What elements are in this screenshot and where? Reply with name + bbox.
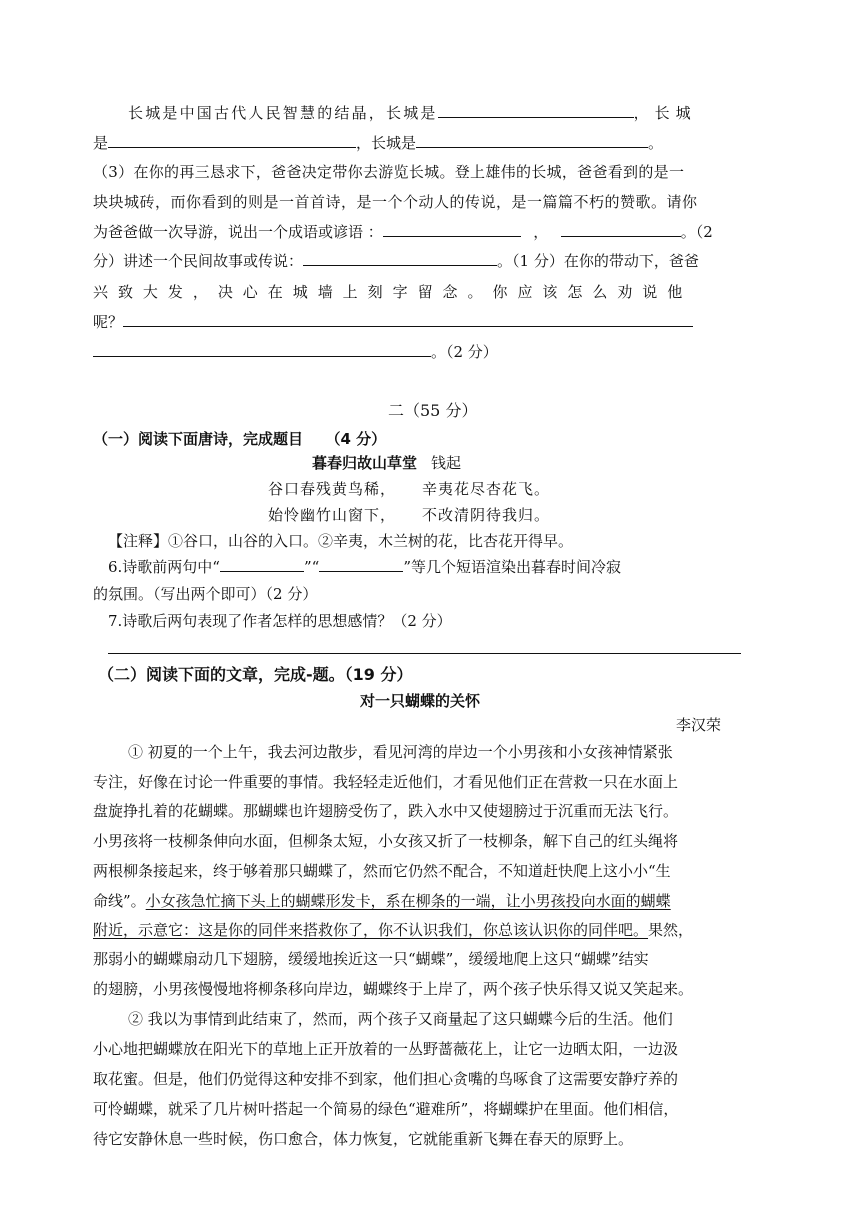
underlined-sentence: 小女孩急忙摘下头上的蝴蝶形发卡，系在柳条的一端，让小男孩投向水面的蝴蝶: [145, 892, 671, 910]
question-6-cont: 的氛围。（写出两个即可）（2 分）: [93, 585, 318, 603]
article-line: 两根柳条接起来，终于够着那只蝴蝶了，然而它仍然不配合，不知道赶快爬上这小小“生: [93, 862, 671, 880]
fill-line-2: [93, 132, 663, 153]
article-line: 盘旋挣扎着的花蝴蝶。那蝴蝶也许翅膀受伤了，跌入水中又使翅膀过于沉重而无法飞行。: [93, 802, 679, 820]
question-3-line: 块块城砖，而你看到的则是一首首诗，是一个个动人的传说，是一篇篇不朽的赞歌。请你: [93, 193, 698, 211]
poem-author: 钱起: [431, 454, 462, 472]
question-3-line: （3）在你的再三恳求下，爸爸决定带你去游览长城。登上雄伟的长城，爸爸看到的是一: [93, 163, 685, 181]
article-line: 小心地把蝴蝶放在阳光下的草地上正开放着的一丛野蔷薇花上，让它一边晒太阳，一边汲: [93, 1040, 679, 1058]
answer-blank[interactable]: [220, 557, 304, 572]
text-segment: ，长城: [633, 104, 697, 122]
article-line: [93, 919, 693, 940]
answer-line[interactable]: [108, 653, 741, 654]
article-line: 可怜蝴蝶，就采了几片树叶搭起一个简易的绿色“避难所”，将蝴蝶护在里面。他们相信，: [93, 1100, 679, 1118]
subsection-title: （一）阅读下面唐诗，完成题目 （4 分）: [93, 430, 387, 448]
text-segment: 为爸爸做一次导游，说出一个成语或谚语 ：: [93, 223, 383, 241]
text-segment: 。（2: [680, 223, 713, 241]
text-segment: ”等几个短语渲染出暮春时间冷寂: [403, 558, 621, 576]
answer-blank[interactable]: [319, 557, 403, 572]
text-segment: 果然，: [648, 921, 694, 939]
poem-note: 【注释】①谷口，山谷的入口。②辛夷，木兰树的花，比杏花开得早。: [108, 532, 574, 550]
text-segment: 分）讲述一个民间故事或传说：: [93, 252, 304, 270]
answer-blank[interactable]: [383, 222, 521, 237]
question-3-line: [93, 221, 713, 242]
answer-blank[interactable]: [416, 133, 648, 148]
answer-blank[interactable]: [303, 251, 497, 266]
article-title: 对一只蝴蝶的关怀: [360, 692, 481, 710]
text-segment: 呢？: [93, 313, 124, 331]
article-line: 专注，好像在讨论一件重要的事情。我轻轻走近他们，才看见他们正在营救一只在水面上: [93, 773, 679, 791]
text-segment: 。（2 分）: [431, 343, 498, 361]
text-segment: ，: [533, 223, 549, 241]
subsection-title: （二）阅读下面的文章，完成-题。（19 分）: [98, 665, 413, 684]
article-line: ① 初夏的一个上午，我去河边散步，看见河湾的岸边一个小男孩和小女孩神情紧张: [128, 743, 673, 761]
question-3-line: [93, 311, 693, 332]
text-segment: 。（1 分）在你的带动下，爸爸: [497, 252, 699, 270]
poem-line-a: 始怜幽竹山窗下，: [268, 506, 397, 524]
fill-line-1: [128, 102, 697, 123]
article-author: 李汉荣: [676, 716, 722, 734]
text-segment: ，长城是: [356, 134, 417, 152]
poem-heading: [312, 452, 461, 473]
answer-blank[interactable]: [123, 312, 693, 327]
question-3-line: [93, 250, 699, 271]
answer-blank[interactable]: [108, 133, 356, 148]
poem-line-b: 不改清阴待我归。: [422, 506, 551, 524]
answer-blank[interactable]: [561, 222, 681, 237]
text-segment: 命线”。: [93, 892, 146, 910]
underlined-sentence: 附近，示意它：这是你的同伴来搭救你了，你不认识我们，你总该认识你的同伴吧。: [93, 921, 649, 939]
poem-line: [268, 504, 550, 525]
poem-line-a: 谷口春残黄鸟稀，: [268, 480, 397, 498]
section-title: 二（55 分）: [388, 401, 478, 420]
text-segment: 是: [93, 134, 109, 152]
text-segment: 长城是中国古代人民智慧的结晶，长城是: [128, 104, 438, 122]
text-segment: ”“: [303, 558, 320, 576]
article-line: 取花蜜。但是，他们仍觉得这种安排不到家，他们担心贪嘴的鸟啄食了这需要安静疗养的: [93, 1070, 679, 1088]
article-line: 的翅膀，小男孩慢慢地将柳条移向岸边，蝴蝶终于上岸了，两个孩子快乐得又说又笑起来。: [93, 980, 694, 998]
article-line: 待它安静休息一些时候，伤口愈合，体力恢复，它就能重新飞舞在春天的原野上。: [93, 1130, 634, 1148]
text-segment: 6.诗歌前两句中“: [108, 558, 220, 576]
article-line: ② 我以为事情到此结束了，然而，两个孩子又商量起了这只蝴蝶今后的生活。他们: [128, 1010, 673, 1028]
question-3-line: 兴 致 大 发 ， 决 心 在 城 墙 上 刻 字 留 念 。 你 应 该 怎 么 劝 说 他: [93, 283, 685, 301]
text-segment: 。: [648, 134, 664, 152]
answer-blank[interactable]: [438, 103, 634, 118]
poem-line: [268, 478, 550, 499]
poem-line-b: 辛夷花尽杏花飞。: [422, 480, 551, 498]
poem-title: 暮春归故山草堂: [312, 454, 418, 472]
answer-blank[interactable]: [93, 342, 431, 357]
question-7: 7.诗歌后两句表现了作者怎样的思想感情？（2 分）: [108, 612, 452, 630]
question-3-line: [93, 341, 498, 362]
article-line: 那弱小的蝴蝶扇动几下翅膀，缓缓地挨近这一只“蝴蝶”，缓缓地爬上这只“蝴蝶”结实: [93, 950, 649, 968]
question-6: [108, 556, 621, 577]
article-line: [93, 890, 671, 911]
article-line: 小男孩将一枝柳条伸向水面，但柳条太短，小女孩又折了一枝柳条，解下自己的红头绳将: [93, 832, 679, 850]
